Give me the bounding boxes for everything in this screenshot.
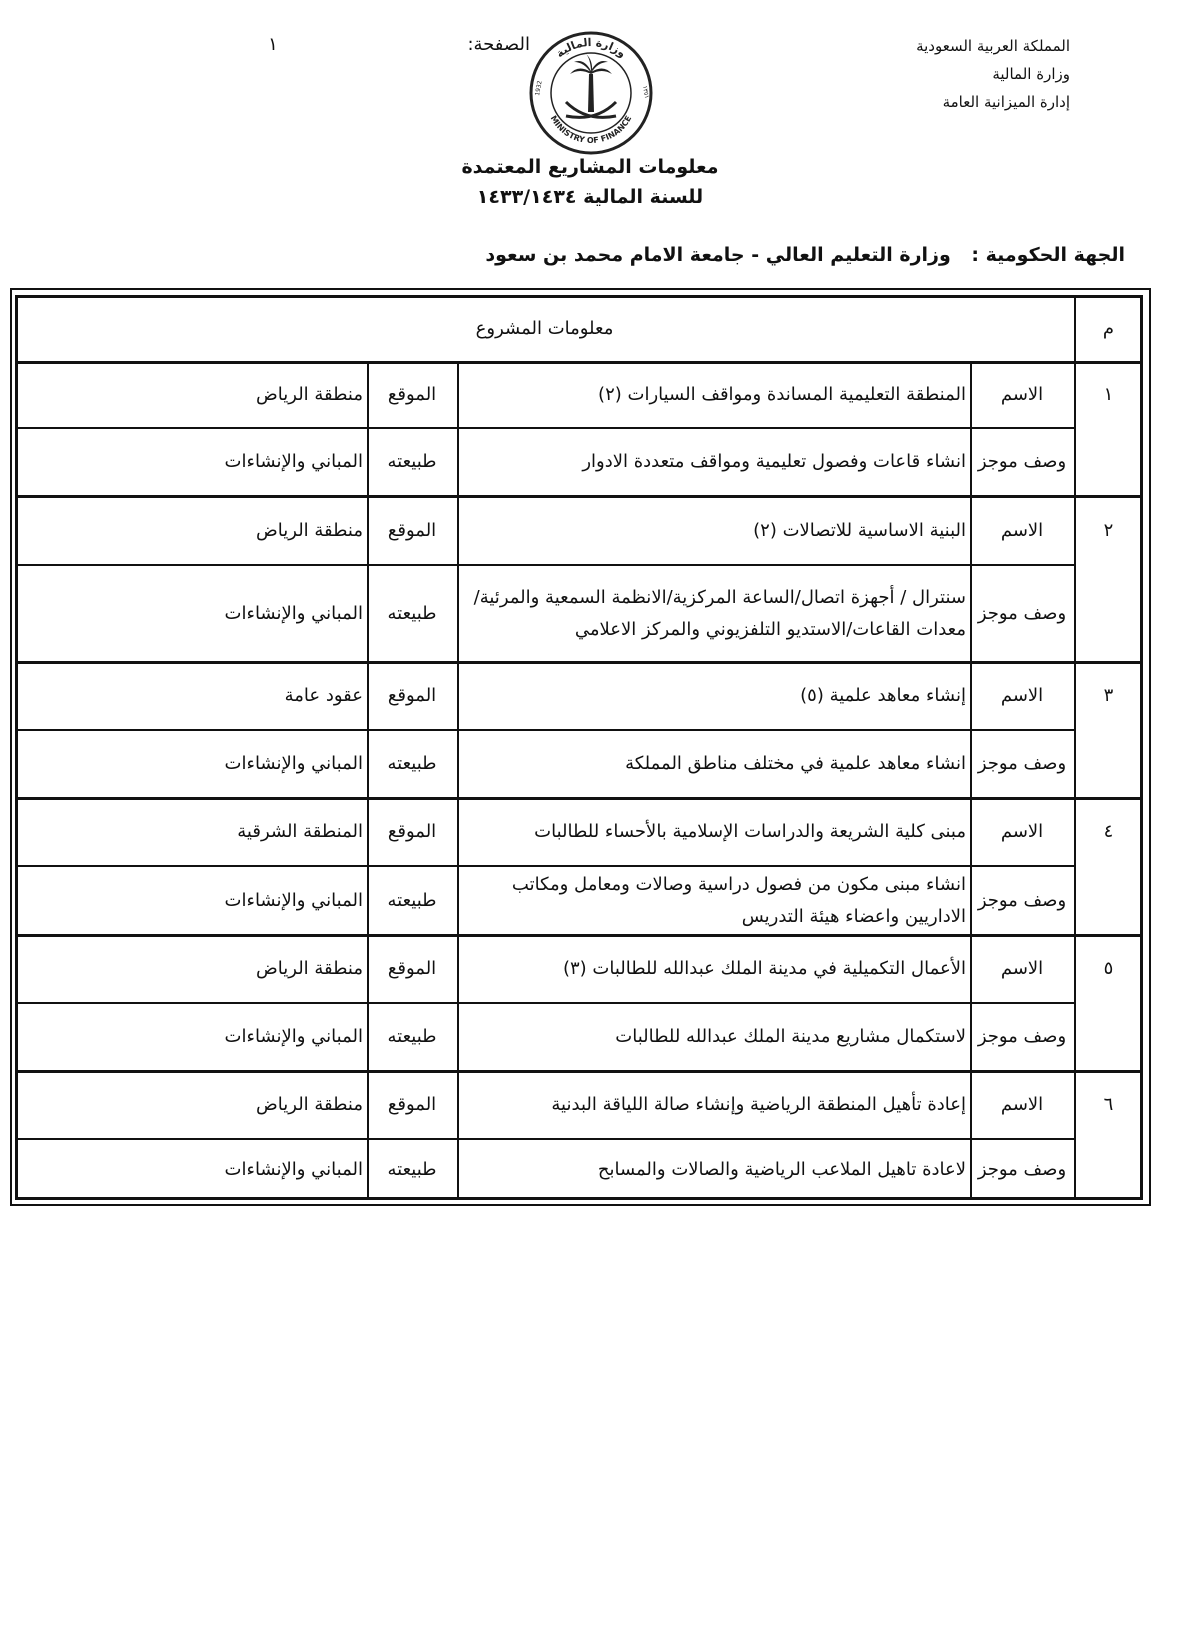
description-label: وصف موجز	[977, 451, 1067, 472]
row-number: ٦	[1103, 1094, 1114, 1115]
project-name: الأعمال التكميلية في مدينة الملك عبدالله للطالبات (٣)	[562, 958, 966, 979]
project-location: منطقة الرياض	[256, 384, 363, 405]
ministry-of-finance-seal-icon	[526, 28, 656, 158]
project-nature: المباني والإنشاءات	[224, 1026, 363, 1047]
project-description: لاستكمال مشاريع مدينة الملك عبدالله للطالبات	[615, 1026, 966, 1047]
row-number: ٣	[1103, 685, 1114, 706]
nature-label: طبيعته	[387, 1158, 437, 1180]
row-number: ١	[1103, 384, 1114, 405]
page-number: ١	[268, 34, 278, 55]
project-nature: المباني والإنشاءات	[224, 1158, 363, 1180]
row-number: ٤	[1103, 821, 1114, 842]
seal-year-left: 1932	[534, 80, 544, 97]
location-label: الموقع	[387, 958, 437, 979]
authority-line-department: إدارة الميزانية العامة	[942, 93, 1070, 111]
project-location: المنطقة الشرقية	[237, 821, 363, 842]
location-label: الموقع	[387, 519, 437, 541]
seal-year-right: ١٣٥١	[641, 85, 651, 100]
fiscal-year-line: للسنة المالية ١٤٣٣/١٤٣٤	[476, 186, 704, 208]
number-column-divider	[1074, 295, 1076, 1200]
location-label: الموقع	[387, 384, 437, 405]
column-header-project-info: معلومات المشروع	[475, 317, 614, 339]
project-description: انشاء معاهد علمية في مختلف مناطق المملكة	[625, 753, 966, 774]
location-label: الموقع	[387, 685, 437, 706]
project-nature: المباني والإنشاءات	[224, 889, 363, 911]
government-entity	[425, 244, 1125, 266]
nature-label: طبيعته	[387, 889, 437, 911]
nature-label: طبيعته	[387, 1026, 437, 1047]
authority-line-ministry: وزارة المالية	[992, 65, 1070, 83]
column-header-number: م	[1102, 317, 1115, 339]
government-entity-label: الجهة الحكومية :	[971, 244, 1125, 266]
name-label: الاسم	[1000, 821, 1044, 842]
location-label: الموقع	[387, 1094, 437, 1115]
project-name: مبنى كلية الشريعة والدراسات الإسلامية بالأحساء للطالبات	[534, 821, 966, 842]
project-location: عقود عامة	[284, 685, 363, 706]
name-label: الاسم	[1000, 384, 1044, 405]
project-name: إعادة تأهيل المنطقة الرياضية وإنشاء صالة اللياقة البدنية	[551, 1094, 966, 1115]
nature-label: طبيعته	[387, 753, 437, 774]
row-number: ٢	[1103, 519, 1114, 541]
project-name: إنشاء معاهد علمية (٥)	[800, 685, 966, 706]
project-location: منطقة الرياض	[256, 958, 363, 979]
description-label: وصف موجز	[977, 753, 1067, 774]
page-label: الصفحة:	[467, 34, 530, 55]
project-nature: المباني والإنشاءات	[224, 451, 363, 472]
issuing-authority	[770, 32, 1070, 116]
project-name: المنطقة التعليمية المساندة ومواقف السيارات (٢)	[598, 384, 966, 405]
project-description: انشاء مبنى مكون من فصول دراسية وصالات ومعامل ومكاتب الاداريين واعضاء هيئة التدريس	[511, 873, 966, 927]
location-label: الموقع	[387, 821, 437, 842]
project-description: لاعادة تاهيل الملاعب الرياضية والصالات والمسابح	[597, 1158, 966, 1180]
description-label: وصف موجز	[977, 1026, 1067, 1047]
nature-label: طبيعته	[387, 602, 437, 624]
name-label: الاسم	[1000, 685, 1044, 706]
authority-line-kingdom: المملكة العربية السعودية	[916, 37, 1070, 55]
project-name: البنية الاساسية للاتصالات (٢)	[753, 519, 966, 541]
description-label: وصف موجز	[977, 1158, 1067, 1180]
project-nature: المباني والإنشاءات	[224, 602, 363, 624]
project-nature: المباني والإنشاءات	[224, 753, 363, 774]
government-entity-value: وزارة التعليم العالي - جامعة الامام محمد بن سعود	[485, 244, 951, 266]
description-label: وصف موجز	[977, 889, 1067, 911]
name-label: الاسم	[1000, 1094, 1044, 1115]
project-description: سنترال / أجهزة اتصال/الساعة المركزية/الانظمة السمعية والمرئية/معدات القاعات/الاستديو التلفزيوني والمركز الاعلامي	[473, 586, 966, 640]
nature-label: طبيعته	[387, 451, 437, 472]
title-line: معلومات المشاريع المعتمدة	[461, 156, 719, 178]
project-description: انشاء قاعات وفصول تعليمية ومواقف متعددة الادوار	[582, 451, 966, 472]
name-label: الاسم	[1000, 958, 1044, 979]
project-location: منطقة الرياض	[256, 1094, 363, 1115]
description-label: وصف موجز	[977, 602, 1067, 624]
document-title	[380, 152, 800, 212]
row-number: ٥	[1103, 958, 1114, 979]
seal-english-text: MINISTRY OF FINANCE	[548, 114, 634, 146]
project-location: منطقة الرياض	[256, 519, 363, 541]
seal-arabic-text: وزارة المالية	[553, 35, 629, 61]
name-label: الاسم	[1000, 519, 1044, 541]
